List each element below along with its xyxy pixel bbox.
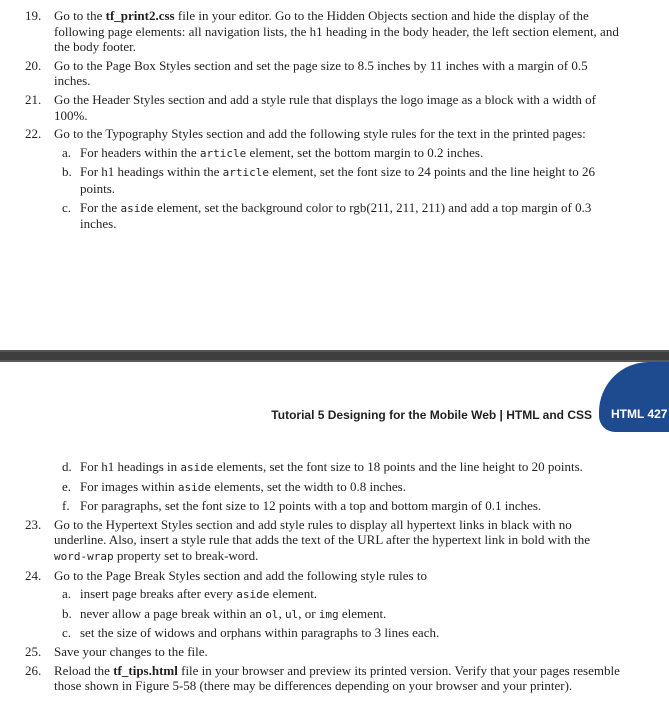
step-25	[0, 644, 669, 660]
step-number: 24.	[25, 567, 42, 583]
step-number: 25.	[25, 643, 42, 659]
code-term: article	[199, 146, 247, 160]
step-text: Go to the Page Box Styles section and set the page size to 8.5 inches by 11 inches with a margin of 0.5 inches.	[54, 57, 588, 89]
steps-list-top	[0, 8, 669, 232]
step-text: Save your changes to the file.	[54, 643, 208, 659]
substep-text: For images within aside elements, set the width to 0.8 inches.	[80, 478, 406, 494]
substep-letter: f.	[62, 498, 70, 514]
code-term: aside	[120, 201, 154, 215]
step-22	[0, 126, 669, 142]
step-text: Go to the Page Break Styles section and add the following style rules to	[54, 567, 427, 583]
steps-list-bottom	[0, 459, 669, 694]
code-term: ul	[284, 607, 299, 621]
filename: tf_print2.css	[105, 8, 175, 23]
page-number: HTML 427	[611, 407, 668, 421]
substep-22c	[0, 200, 669, 232]
step-number: 19.	[25, 8, 42, 23]
substep-letter: d.	[62, 459, 72, 474]
step-text: Go the Header Styles section and add a style rule that displays the logo image as a block with a width of 100%.	[54, 91, 596, 123]
code-term: aside	[236, 588, 270, 602]
substep-letter: c.	[62, 199, 72, 215]
substep-24c	[0, 625, 669, 641]
step-text: Go to the Hypertext Styles section and add style rules to display all hypertext links in black with no underline. Also, insert a style rule that adds the text of the URL after the hypertext link in bold with the word-wrap property set to break-word.	[54, 516, 591, 563]
code-term: aside	[177, 480, 211, 494]
step-text: Go to the tf_print2.css file in your editor. Go to the Hidden Objects section and hide the display of the following page elements: all navigation lists, the h1 heading in the body header, the left section element, and the body footer.	[54, 8, 619, 55]
substep-22b	[0, 164, 669, 196]
page-top	[0, 0, 669, 350]
substep-22f	[0, 498, 669, 514]
code-term: word-wrap	[54, 549, 114, 563]
step-text: Go to the Typography Styles section and add the following style rules for the text in the printed pages:	[54, 126, 586, 142]
substep-letter: e.	[62, 478, 72, 494]
step-24	[0, 568, 669, 584]
page-bottom	[0, 362, 669, 725]
step-21	[0, 92, 669, 123]
substep-text: insert page breaks after every aside element.	[80, 586, 318, 602]
step-number: 26.	[25, 662, 42, 678]
substep-24b	[0, 606, 669, 623]
step-26	[0, 663, 669, 694]
substep-letter: b.	[62, 164, 72, 180]
substep-text: For headers within the article element, set the bottom margin to 0.2 inches.	[80, 144, 484, 160]
step-number: 23.	[25, 516, 42, 532]
substep-letter: a.	[62, 586, 72, 602]
substep-22a	[0, 145, 669, 162]
substep-text: For h1 headings within the article element, set the font size to 24 points and the line height to 26 points.	[80, 164, 596, 196]
substep-letter: c.	[62, 625, 72, 641]
substep-text: For h1 headings in aside elements, set the font size to 18 points and the line height to 20 points.	[80, 459, 583, 474]
code-term: aside	[180, 461, 214, 474]
substep-22e	[0, 479, 669, 496]
page-divider	[0, 350, 669, 362]
substep-24a	[0, 586, 669, 603]
substep-text: set the size of widows and orphans within paragraphs to 3 lines each.	[80, 625, 440, 641]
substep-letter: b.	[62, 605, 72, 621]
substep-text: For paragraphs, set the font size to 12 points with a top and bottom margin of 0.1 inches.	[80, 498, 542, 514]
substep-text: For the aside element, set the background color to rgb(211, 211, 211) and add a top margin of 0.3 inches.	[80, 199, 592, 232]
substep-22d	[0, 459, 669, 476]
code-term: article	[222, 166, 269, 180]
substep-letter: a.	[62, 144, 72, 160]
step-number: 22.	[25, 126, 42, 142]
step-19	[0, 8, 669, 55]
code-term: ol	[265, 607, 279, 621]
step-number: 21.	[25, 91, 42, 107]
running-header: Tutorial 5 Designing for the Mobile Web | HTML and CSS	[271, 408, 592, 422]
step-number: 20.	[25, 57, 42, 73]
code-term: img	[318, 607, 339, 621]
substep-text: never allow a page break within an ol, ul, or img element.	[80, 605, 387, 621]
filename: tf_tips.html	[113, 662, 178, 678]
step-20	[0, 58, 669, 89]
step-23	[0, 517, 669, 565]
step-text: Reload the tf_tips.html file in your browser and preview its printed version. Verify that your pages resemble those shown in Figure 5-58 (there may be differences depending on your browser and your printer).	[54, 662, 620, 694]
